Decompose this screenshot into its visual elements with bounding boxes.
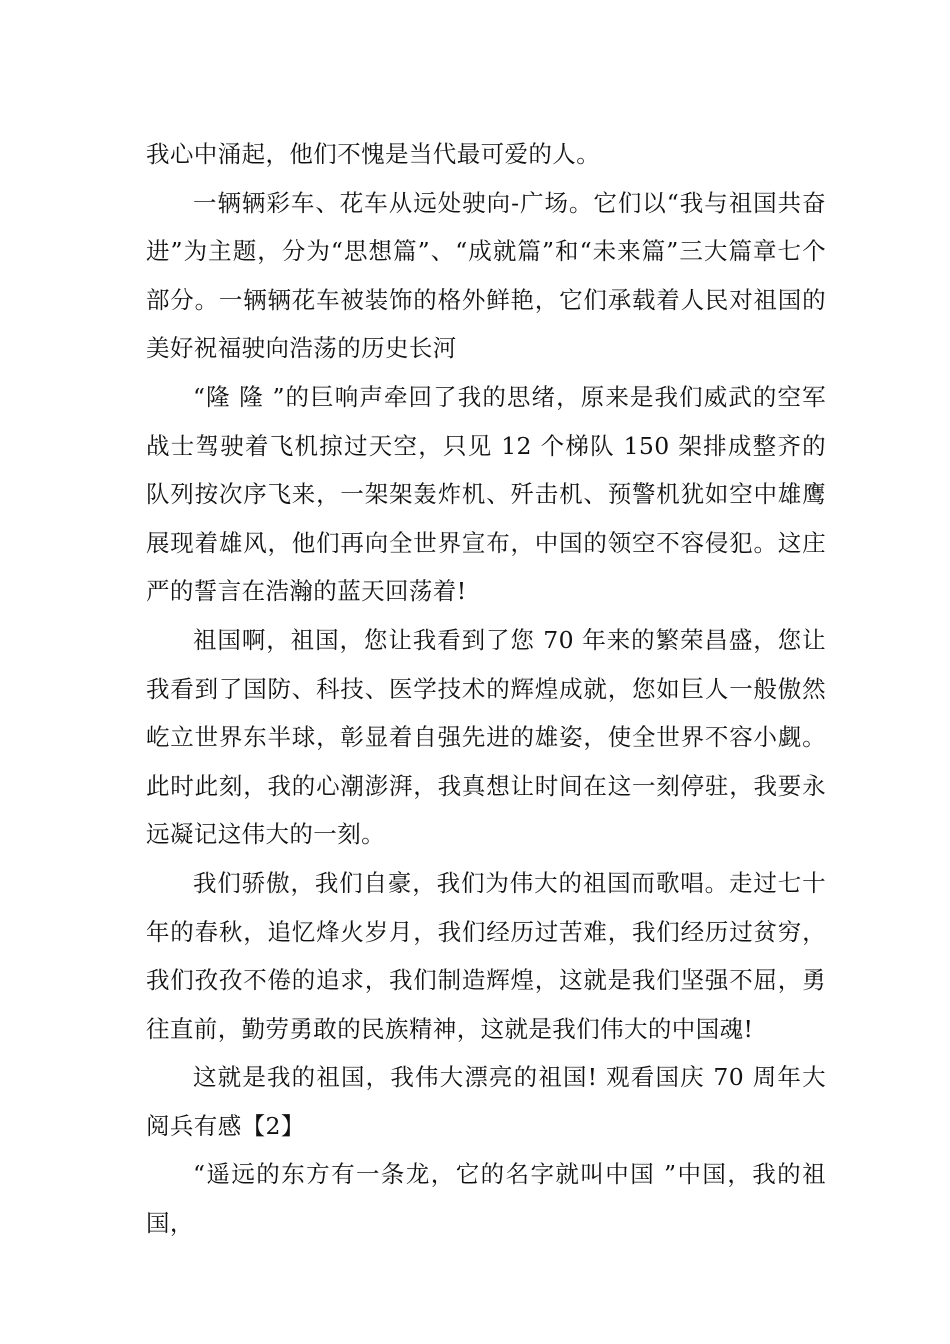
paragraph-dragon: “遥远的东方有一条龙，它的名字就叫中国 ”中国，我的祖国，	[146, 1160, 826, 1238]
paragraph-floats: 一辆辆彩车、花车从远处驶向-广场。它们以“我与祖国共奋进”为主题，分为“思想篇”、“成就篇”和“未来篇”三大篇章七个部分。一辆辆花车被装饰的格外鲜艳，它们承载着人民对祖国的美好祝福驶向浩荡的历史长河	[146, 188, 826, 363]
paragraph-continuation: 我心中涌起，他们不愧是当代最可爱的人。	[146, 140, 601, 168]
document-body	[146, 130, 826, 1248]
paragraph-section-heading: 这就是我的祖国，我伟大漂亮的祖国! 观看国庆 70 周年大阅兵有感【2】	[146, 1063, 826, 1140]
paragraph-air-force: “隆 隆 ”的巨响声牵回了我的思绪，原来是我们威武的空军战士驾驶着飞机掠过天空，只见 12 个梯队 150 架排成整齐的队列按次序飞来，一架架轰炸机、歼击机、预警机犹如空中雄鹰展现着雄风，他们再向全世界宣布，中国的领空不容侵犯。这庄严的誓言在浩瀚的蓝天回荡着!	[146, 382, 826, 606]
paragraph-motherland: 祖国啊，祖国，您让我看到了您 70 年来的繁荣昌盛，您让我看到了国防、科技、医学技术的辉煌成就，您如巨人一般傲然屹立世界东半球，彰显着自强先进的雄姿，使全世界不容小觑。此时此刻，我的心潮澎湃，我真想让时间在这一刻停驻，我要永远凝记这伟大的一刻。	[146, 625, 826, 849]
paragraph-pride: 我们骄傲，我们自豪，我们为伟大的祖国而歌唱。走过七十年的春秋，追忆烽火岁月，我们经历过苦难，我们经历过贫穷，我们孜孜不倦的追求，我们制造辉煌，这就是我们坚强不屈，勇往直前，勤劳勇敢的民族精神，这就是我们伟大的中国魂!	[146, 868, 826, 1043]
